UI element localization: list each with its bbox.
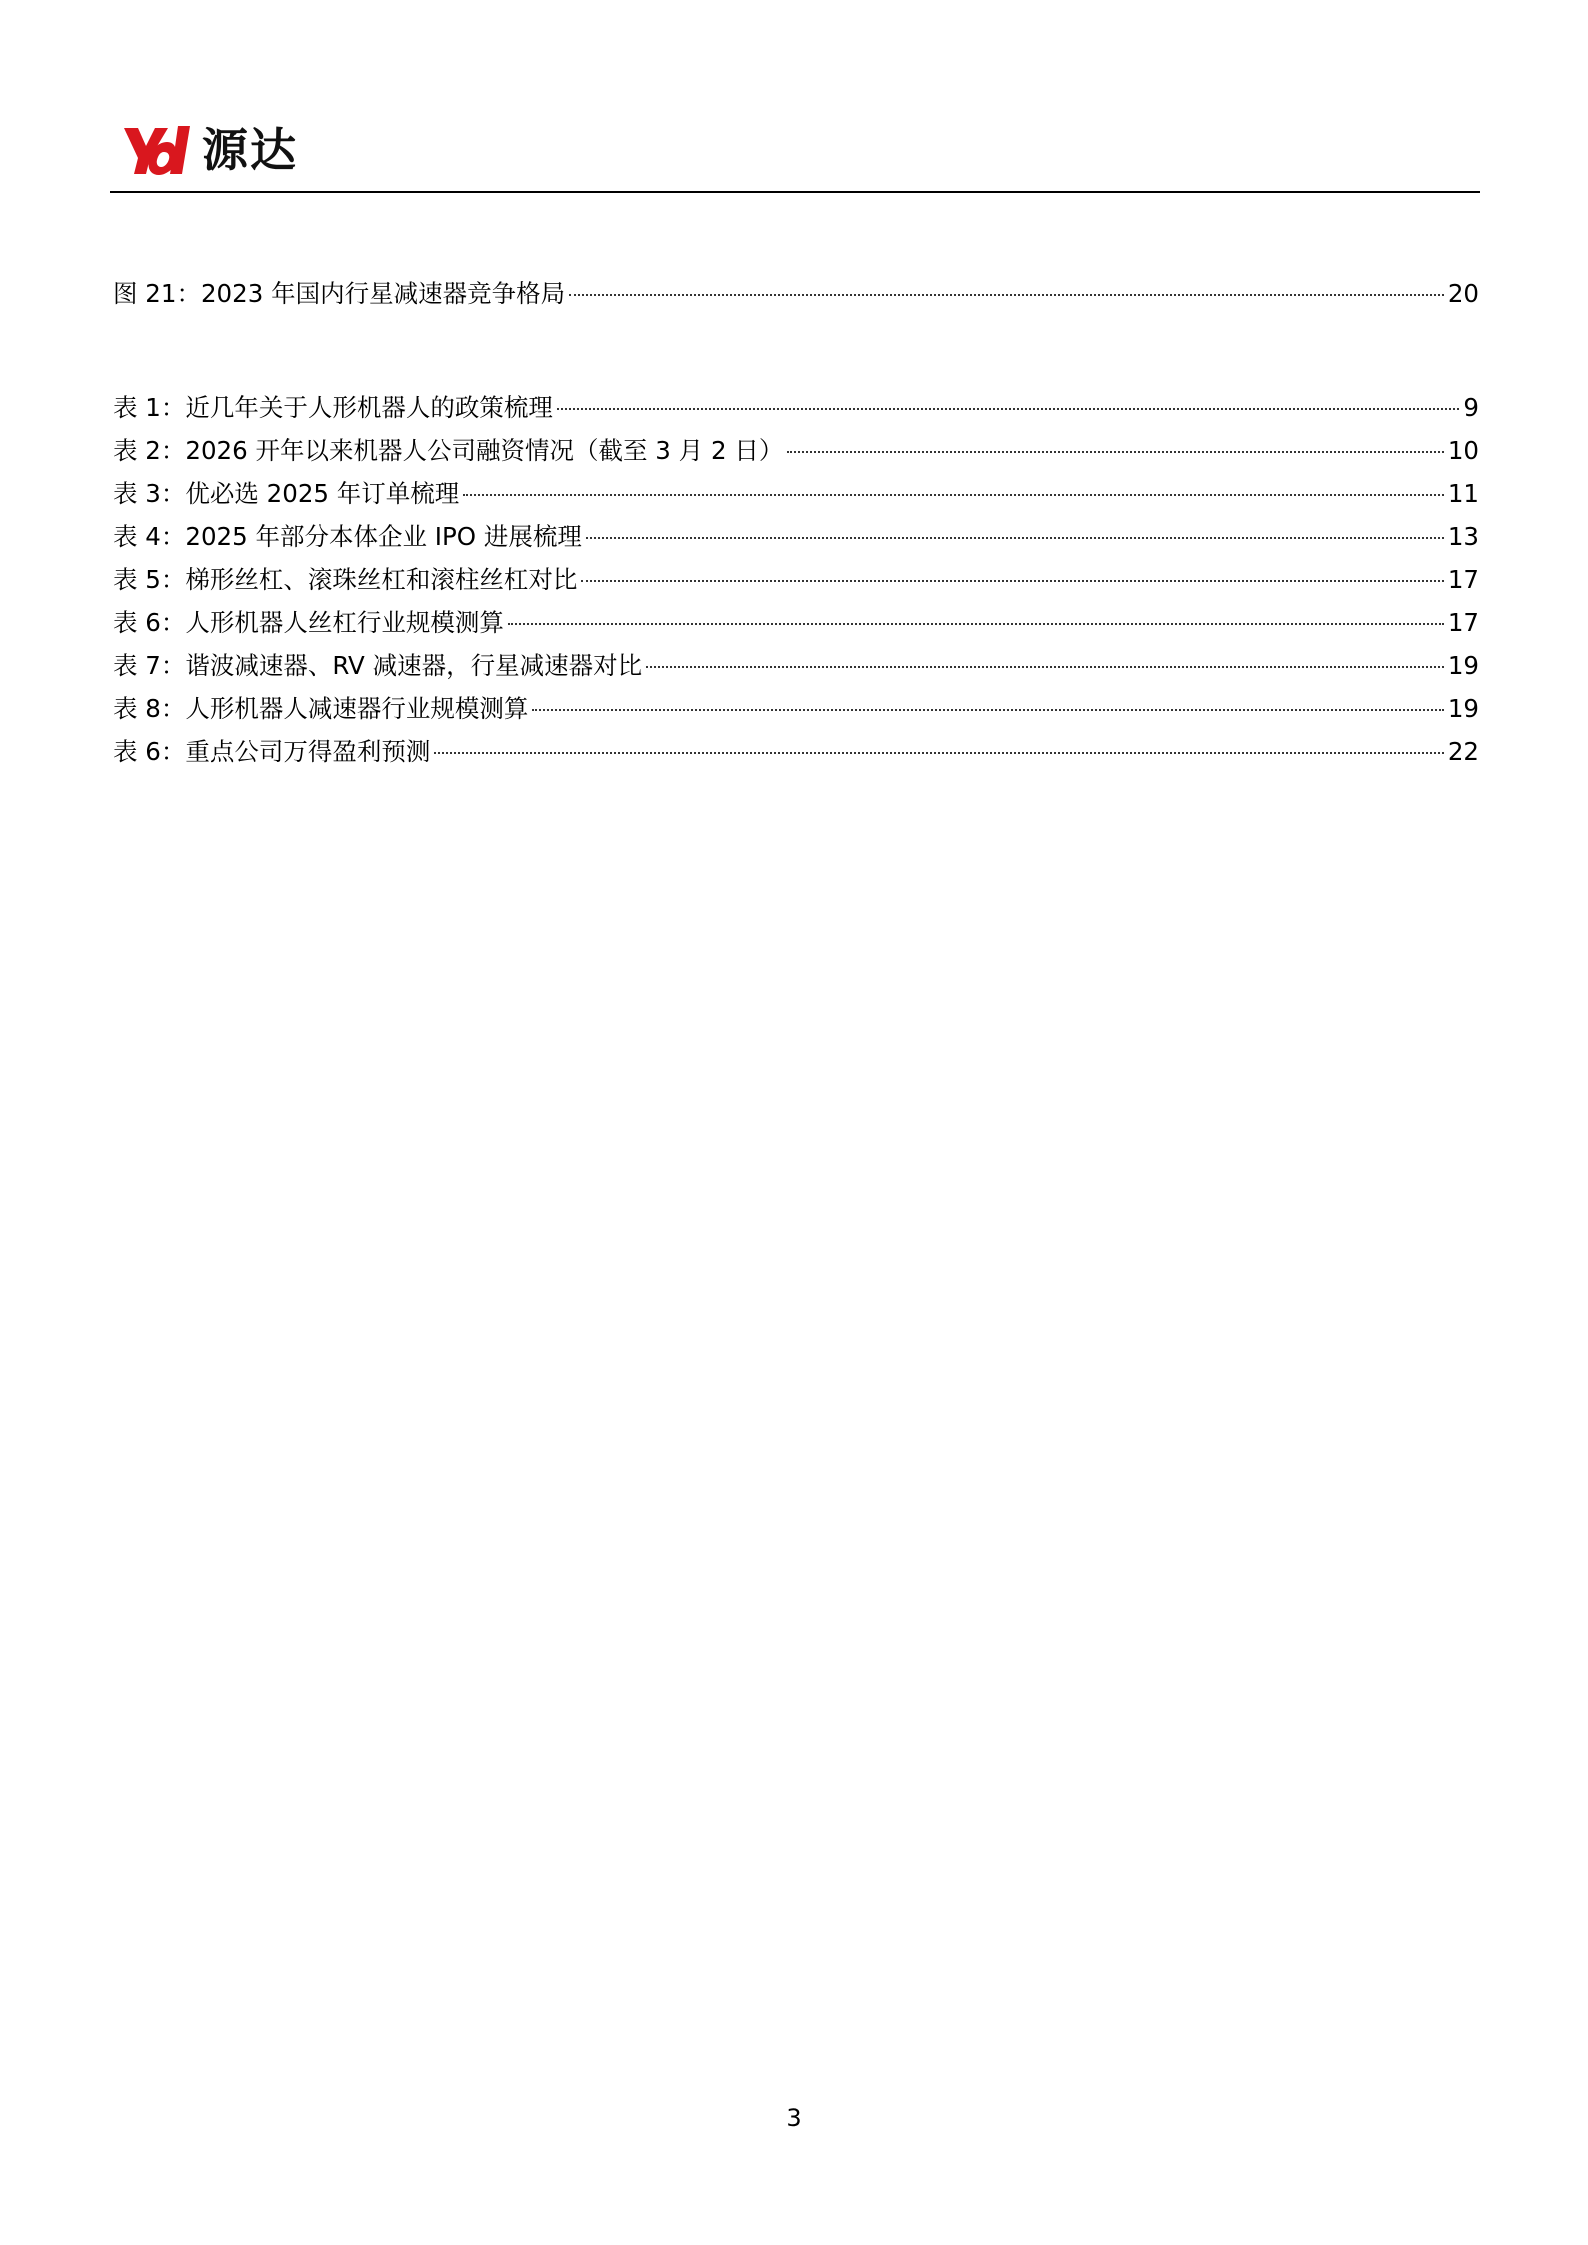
toc-entry[interactable] <box>113 386 1479 429</box>
toc-entry-page: 17 <box>1447 565 1479 594</box>
toc-entry-label: 表 6：重点公司万得盈利预测 <box>113 737 431 766</box>
toc-entry-label: 表 2：2026 开年以来机器人公司融资情况（截至 3 月 2 日） <box>113 436 784 465</box>
toc-entry[interactable] <box>113 687 1479 730</box>
toc-entry[interactable] <box>113 429 1479 472</box>
toc-entry-page: 13 <box>1447 522 1479 551</box>
dot-leader <box>586 537 1444 539</box>
dot-leader <box>646 666 1444 668</box>
brand-name: 源达 <box>202 123 298 177</box>
page-number: 3 <box>786 2104 802 2132</box>
header-divider <box>110 191 1480 193</box>
toc-entry-label: 表 8：人形机器人减速器行业规模测算 <box>113 694 529 723</box>
toc-entry-page: 19 <box>1447 651 1479 680</box>
toc-entry[interactable] <box>113 472 1479 515</box>
dot-leader <box>557 408 1460 410</box>
toc-entry-page: 9 <box>1463 393 1479 422</box>
toc-entry[interactable] <box>113 515 1479 558</box>
toc-entry[interactable] <box>113 272 1479 315</box>
dot-leader <box>463 494 1444 496</box>
toc-entry-page: 10 <box>1447 436 1479 465</box>
page-header <box>110 118 1480 194</box>
toc-entry-label: 图 21：2023 年国内行星减速器竞争格局 <box>113 279 566 308</box>
dot-leader <box>569 294 1444 296</box>
yd-logo-icon <box>122 122 194 178</box>
toc-entry-label: 表 7：谐波减速器、RV 减速器，行星减速器对比 <box>113 651 643 680</box>
toc-entry-page: 11 <box>1447 479 1479 508</box>
toc-entry-page: 22 <box>1447 737 1479 766</box>
toc-entry-label: 表 4：2025 年部分本体企业 IPO 进展梳理 <box>113 522 582 551</box>
table-index <box>113 386 1479 773</box>
dot-leader <box>508 623 1444 625</box>
toc-entry-page: 17 <box>1447 608 1479 637</box>
dot-leader <box>581 580 1443 582</box>
brand-logo <box>122 120 298 180</box>
dot-leader <box>434 752 1443 754</box>
dot-leader <box>532 709 1443 711</box>
toc-entry-label: 表 1：近几年关于人形机器人的政策梳理 <box>113 393 553 422</box>
dot-leader <box>787 451 1443 453</box>
toc-entry-label: 表 6：人形机器人丝杠行业规模测算 <box>113 608 504 637</box>
toc-entry-page: 19 <box>1447 694 1479 723</box>
figure-index <box>113 272 1479 315</box>
toc-entry[interactable] <box>113 644 1479 687</box>
toc-entry[interactable] <box>113 730 1479 773</box>
toc-entry[interactable] <box>113 601 1479 644</box>
toc-entry-label: 表 3：优必选 2025 年订单梳理 <box>113 479 460 508</box>
toc-entry-label: 表 5：梯形丝杠、滚珠丝杠和滚柱丝杠对比 <box>113 565 578 594</box>
toc-entry[interactable] <box>113 558 1479 601</box>
toc-entry-page: 20 <box>1447 279 1479 308</box>
